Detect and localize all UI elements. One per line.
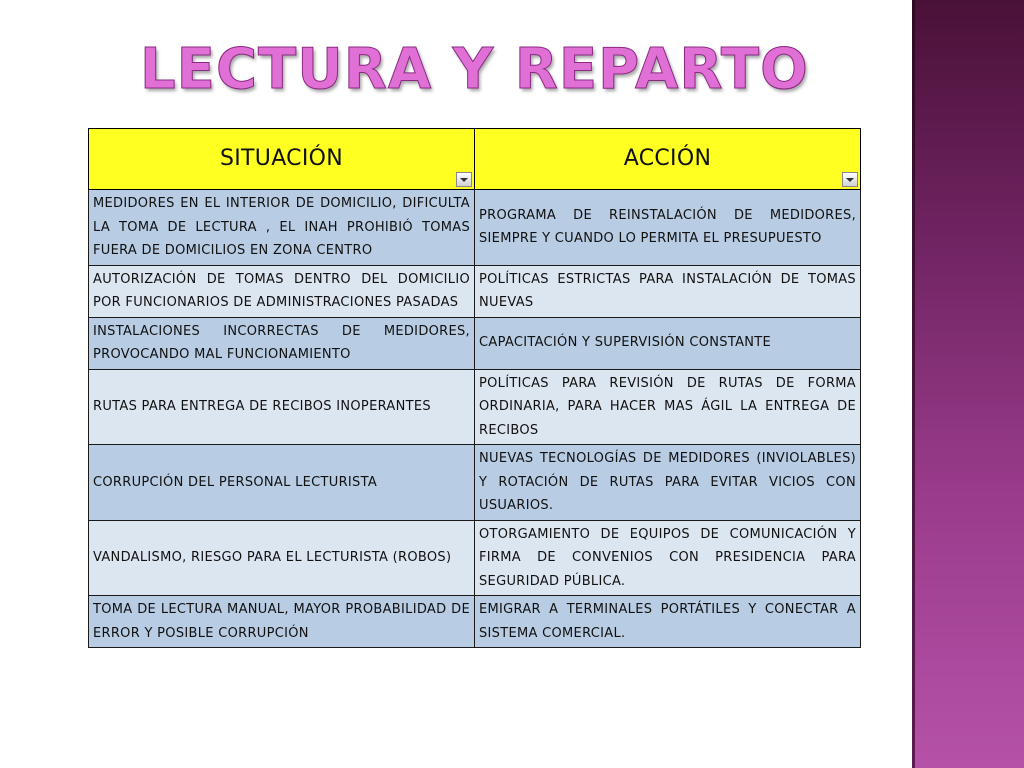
filter-dropdown-icon[interactable] (842, 172, 858, 187)
situacion-cell: TOMA DE LECTURA MANUAL, MAYOR PROBABILIDAD DE ERROR Y POSIBLE CORRUPCIÓN (89, 596, 475, 648)
accion-cell: PROGRAMA DE REINSTALACIÓN DE MEDIDORES, SIEMPRE Y CUANDO LO PERMITA EL PRESUPUESTO (475, 190, 861, 266)
situacion-cell: AUTORIZACIÓN DE TOMAS DENTRO DEL DOMICILIO POR FUNCIONARIOS DE ADMINISTRACIONES PASADAS (89, 265, 475, 317)
situation-action-table (88, 128, 861, 648)
accion-cell: NUEVAS TECNOLOGÍAS DE MEDIDORES (INVIOLABLES) Y ROTACIÓN DE RUTAS PARA EVITAR VICIOS CON USUARIOS. (475, 445, 861, 521)
table-row (89, 190, 861, 266)
accion-cell: EMIGRAR A TERMINALES PORTÁTILES Y CONECTAR A SISTEMA COMERCIAL. (475, 596, 861, 648)
filter-dropdown-icon[interactable] (456, 172, 472, 187)
situacion-cell: MEDIDORES EN EL INTERIOR DE DOMICILIO, DIFICULTA LA TOMA DE LECTURA , EL INAH PROHIBIÓ TOMAS FUERA DE DOMICILIOS EN ZONA CENTRO (89, 190, 475, 266)
table-row (89, 445, 861, 521)
accion-cell: CAPACITACIÓN Y SUPERVISIÓN CONSTANTE (475, 317, 861, 369)
situacion-cell: INSTALACIONES INCORRECTAS DE MEDIDORES, PROVOCANDO MAL FUNCIONAMIENTO (89, 317, 475, 369)
slide-title: LECTURA Y REPARTO (140, 37, 809, 102)
table-row (89, 369, 861, 445)
decorative-side-band (912, 0, 1024, 768)
side-band-edge (912, 0, 915, 768)
table-row (89, 265, 861, 317)
accion-cell: OTORGAMIENTO DE EQUIPOS DE COMUNICACIÓN Y FIRMA DE CONVENIOS CON PRESIDENCIA PARA SEGURIDAD PÚBLICA. (475, 520, 861, 596)
header-situacion (89, 129, 475, 190)
accion-cell: POLÍTICAS PARA REVISIÓN DE RUTAS DE FORMA ORDINARIA, PARA HACER MAS ÁGIL LA ENTREGA DE RECIBOS (475, 369, 861, 445)
header-accion-label: ACCIÓN (623, 146, 712, 172)
table-header-row (89, 129, 861, 190)
header-accion (475, 129, 861, 190)
situacion-cell: RUTAS PARA ENTREGA DE RECIBOS INOPERANTES (89, 369, 475, 445)
header-situacion-label: SITUACIÓN (220, 146, 343, 172)
table-row (89, 596, 861, 648)
situacion-cell: CORRUPCIÓN DEL PERSONAL LECTURISTA (89, 445, 475, 521)
table-row (89, 317, 861, 369)
table-row (89, 520, 861, 596)
situacion-cell: VANDALISMO, RIESGO PARA EL LECTURISTA (ROBOS) (89, 520, 475, 596)
accion-cell: POLÍTICAS ESTRICTAS PARA INSTALACIÓN DE TOMAS NUEVAS (475, 265, 861, 317)
